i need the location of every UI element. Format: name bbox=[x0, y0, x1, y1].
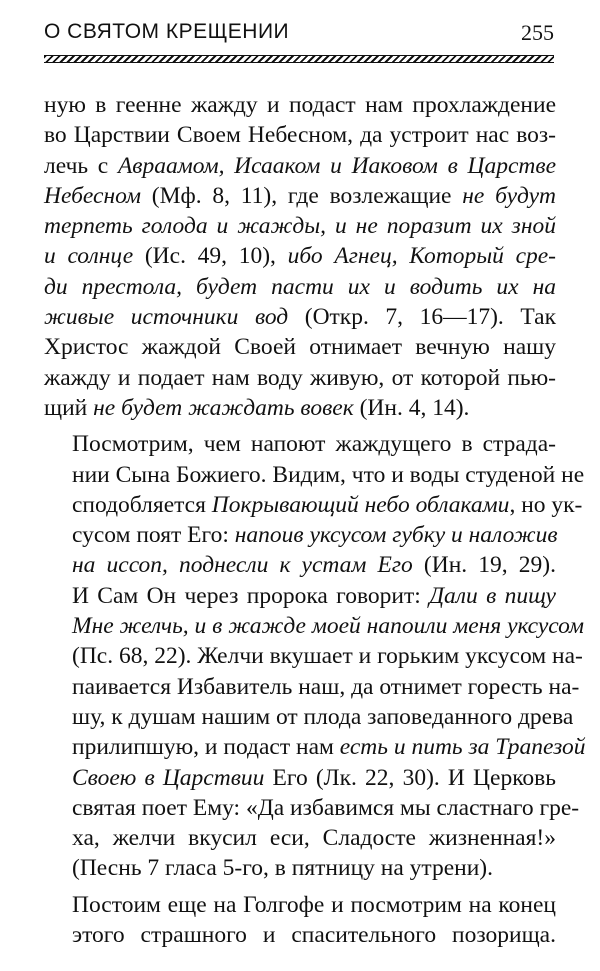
italic-text: Авраамом, Исааком и Иаковом в Царстве bbox=[117, 152, 556, 179]
italic-text: Мне желчь, и в жажде моей напоили меня уксусом bbox=[72, 613, 585, 640]
page-header bbox=[44, 16, 554, 50]
running-title: О СВЯТОМ КРЕЩЕНИИ bbox=[44, 20, 290, 43]
text-run: Христос жаждой Своей отнимает вечную нашу bbox=[44, 334, 556, 361]
text-line bbox=[44, 702, 574, 732]
text-run: И Сам Он через пророка говорит: bbox=[72, 582, 430, 609]
italic-text: есть и пить за Трапезой bbox=[339, 734, 586, 761]
text-run: шу, к душам нашим от плода заповеданного древа bbox=[72, 703, 574, 730]
text-run: паивается Избавитель наш, да отнимет горесть на- bbox=[72, 673, 580, 700]
text-line bbox=[44, 672, 580, 702]
italic-text: не будут bbox=[462, 182, 556, 209]
text-run: прилипшую, и подаст нам bbox=[72, 734, 340, 761]
text-run: (Мф. 8, 11), где возлежащие bbox=[140, 182, 463, 209]
body-text bbox=[44, 90, 586, 950]
text-run: сусом поят Его: bbox=[72, 522, 235, 549]
text-line bbox=[44, 429, 556, 459]
text-run: (Пс. 68, 22). Желчи вкушает и горьким уксусом на- bbox=[72, 643, 583, 670]
text-run: (Откр. 7, 16—17). Так bbox=[288, 304, 556, 331]
italic-text: не будет жаждать вовек bbox=[93, 394, 354, 421]
text-line bbox=[44, 241, 556, 271]
text-line bbox=[44, 120, 556, 150]
text-line bbox=[44, 393, 556, 423]
text-line bbox=[44, 823, 556, 853]
text-line bbox=[44, 90, 556, 120]
italic-text: терпеть голода и жажды, и не поразит их зной bbox=[44, 213, 556, 240]
text-run: Его (Лк. 22, 30). И Церковь bbox=[264, 764, 556, 791]
italic-text: Небесном bbox=[44, 182, 141, 209]
text-line bbox=[44, 363, 556, 393]
text-line bbox=[44, 763, 556, 793]
italic-text: Своею в Царствии bbox=[72, 764, 265, 791]
text-line bbox=[44, 732, 586, 762]
text-run: во Царствии Своем Небесном, да устроит нас воз- bbox=[44, 122, 556, 149]
italic-text: напоив уксусом губку и наложив bbox=[234, 522, 558, 549]
text-line bbox=[44, 550, 556, 580]
text-run: святая поет Ему: «Да избавимся мы сластнаго гре- bbox=[72, 794, 580, 821]
text-run: (Ин. 19, 29). bbox=[412, 552, 556, 579]
text-run: ную в геенне жажду и подаст нам прохлаждение bbox=[44, 92, 556, 118]
text-run: щий bbox=[44, 394, 94, 421]
text-run: нии Сына Божиего. Видим, что и воды студеной не bbox=[72, 461, 585, 488]
text-run: Постоим еще на Голгофе и посмотрим на конец bbox=[72, 891, 556, 918]
text-line bbox=[44, 211, 556, 241]
text-line bbox=[44, 890, 556, 920]
header-rule bbox=[44, 55, 554, 63]
text-run: жажду и подает нам воду живую, от которой пью- bbox=[44, 364, 556, 391]
paragraph bbox=[44, 90, 556, 423]
page-number: 255 bbox=[521, 20, 554, 45]
italic-text: Дали в пищу bbox=[429, 582, 556, 609]
text-run: этого страшного и спасительного позорища. bbox=[72, 922, 556, 949]
text-line bbox=[44, 611, 585, 641]
text-line bbox=[44, 581, 556, 611]
text-run: лечь с bbox=[44, 152, 118, 179]
paragraph bbox=[44, 890, 556, 951]
text-line bbox=[44, 641, 583, 671]
text-run: (Песнь 7 гласа 5-го, в пятницу на утрени). bbox=[72, 855, 493, 882]
text-line bbox=[44, 490, 583, 520]
text-line bbox=[44, 151, 556, 181]
text-line bbox=[44, 793, 580, 823]
italic-text: живые источники вод bbox=[44, 304, 289, 331]
text-run: ха, желчи вкусил еси, Сладосте жизненная!» bbox=[72, 825, 556, 852]
italic-text: на иссоп, поднесли к устам Его bbox=[72, 552, 413, 579]
text-line bbox=[44, 853, 556, 883]
text-line bbox=[44, 302, 556, 332]
text-line bbox=[44, 460, 585, 490]
text-run: , но ук- bbox=[509, 491, 583, 518]
paragraph bbox=[44, 429, 586, 883]
text-line bbox=[44, 332, 556, 362]
italic-text: и солнце bbox=[44, 243, 134, 270]
text-line bbox=[44, 181, 556, 211]
italic-text: Покрывающий небо облаками bbox=[211, 491, 510, 518]
text-line bbox=[44, 272, 556, 302]
text-run: (Ин. 4, 14). bbox=[353, 394, 470, 421]
italic-text: ди престола, будет пасти их и водить их на bbox=[44, 273, 556, 300]
text-line bbox=[44, 920, 556, 950]
text-run: Посмотрим, чем напоют жаждущего в страда- bbox=[72, 431, 556, 458]
text-run: сподобляется bbox=[72, 491, 212, 518]
text-line bbox=[44, 520, 556, 550]
italic-text: ибо Агнец, Который сре- bbox=[287, 243, 557, 270]
text-run: (Ис. 49, 10), bbox=[133, 243, 288, 270]
